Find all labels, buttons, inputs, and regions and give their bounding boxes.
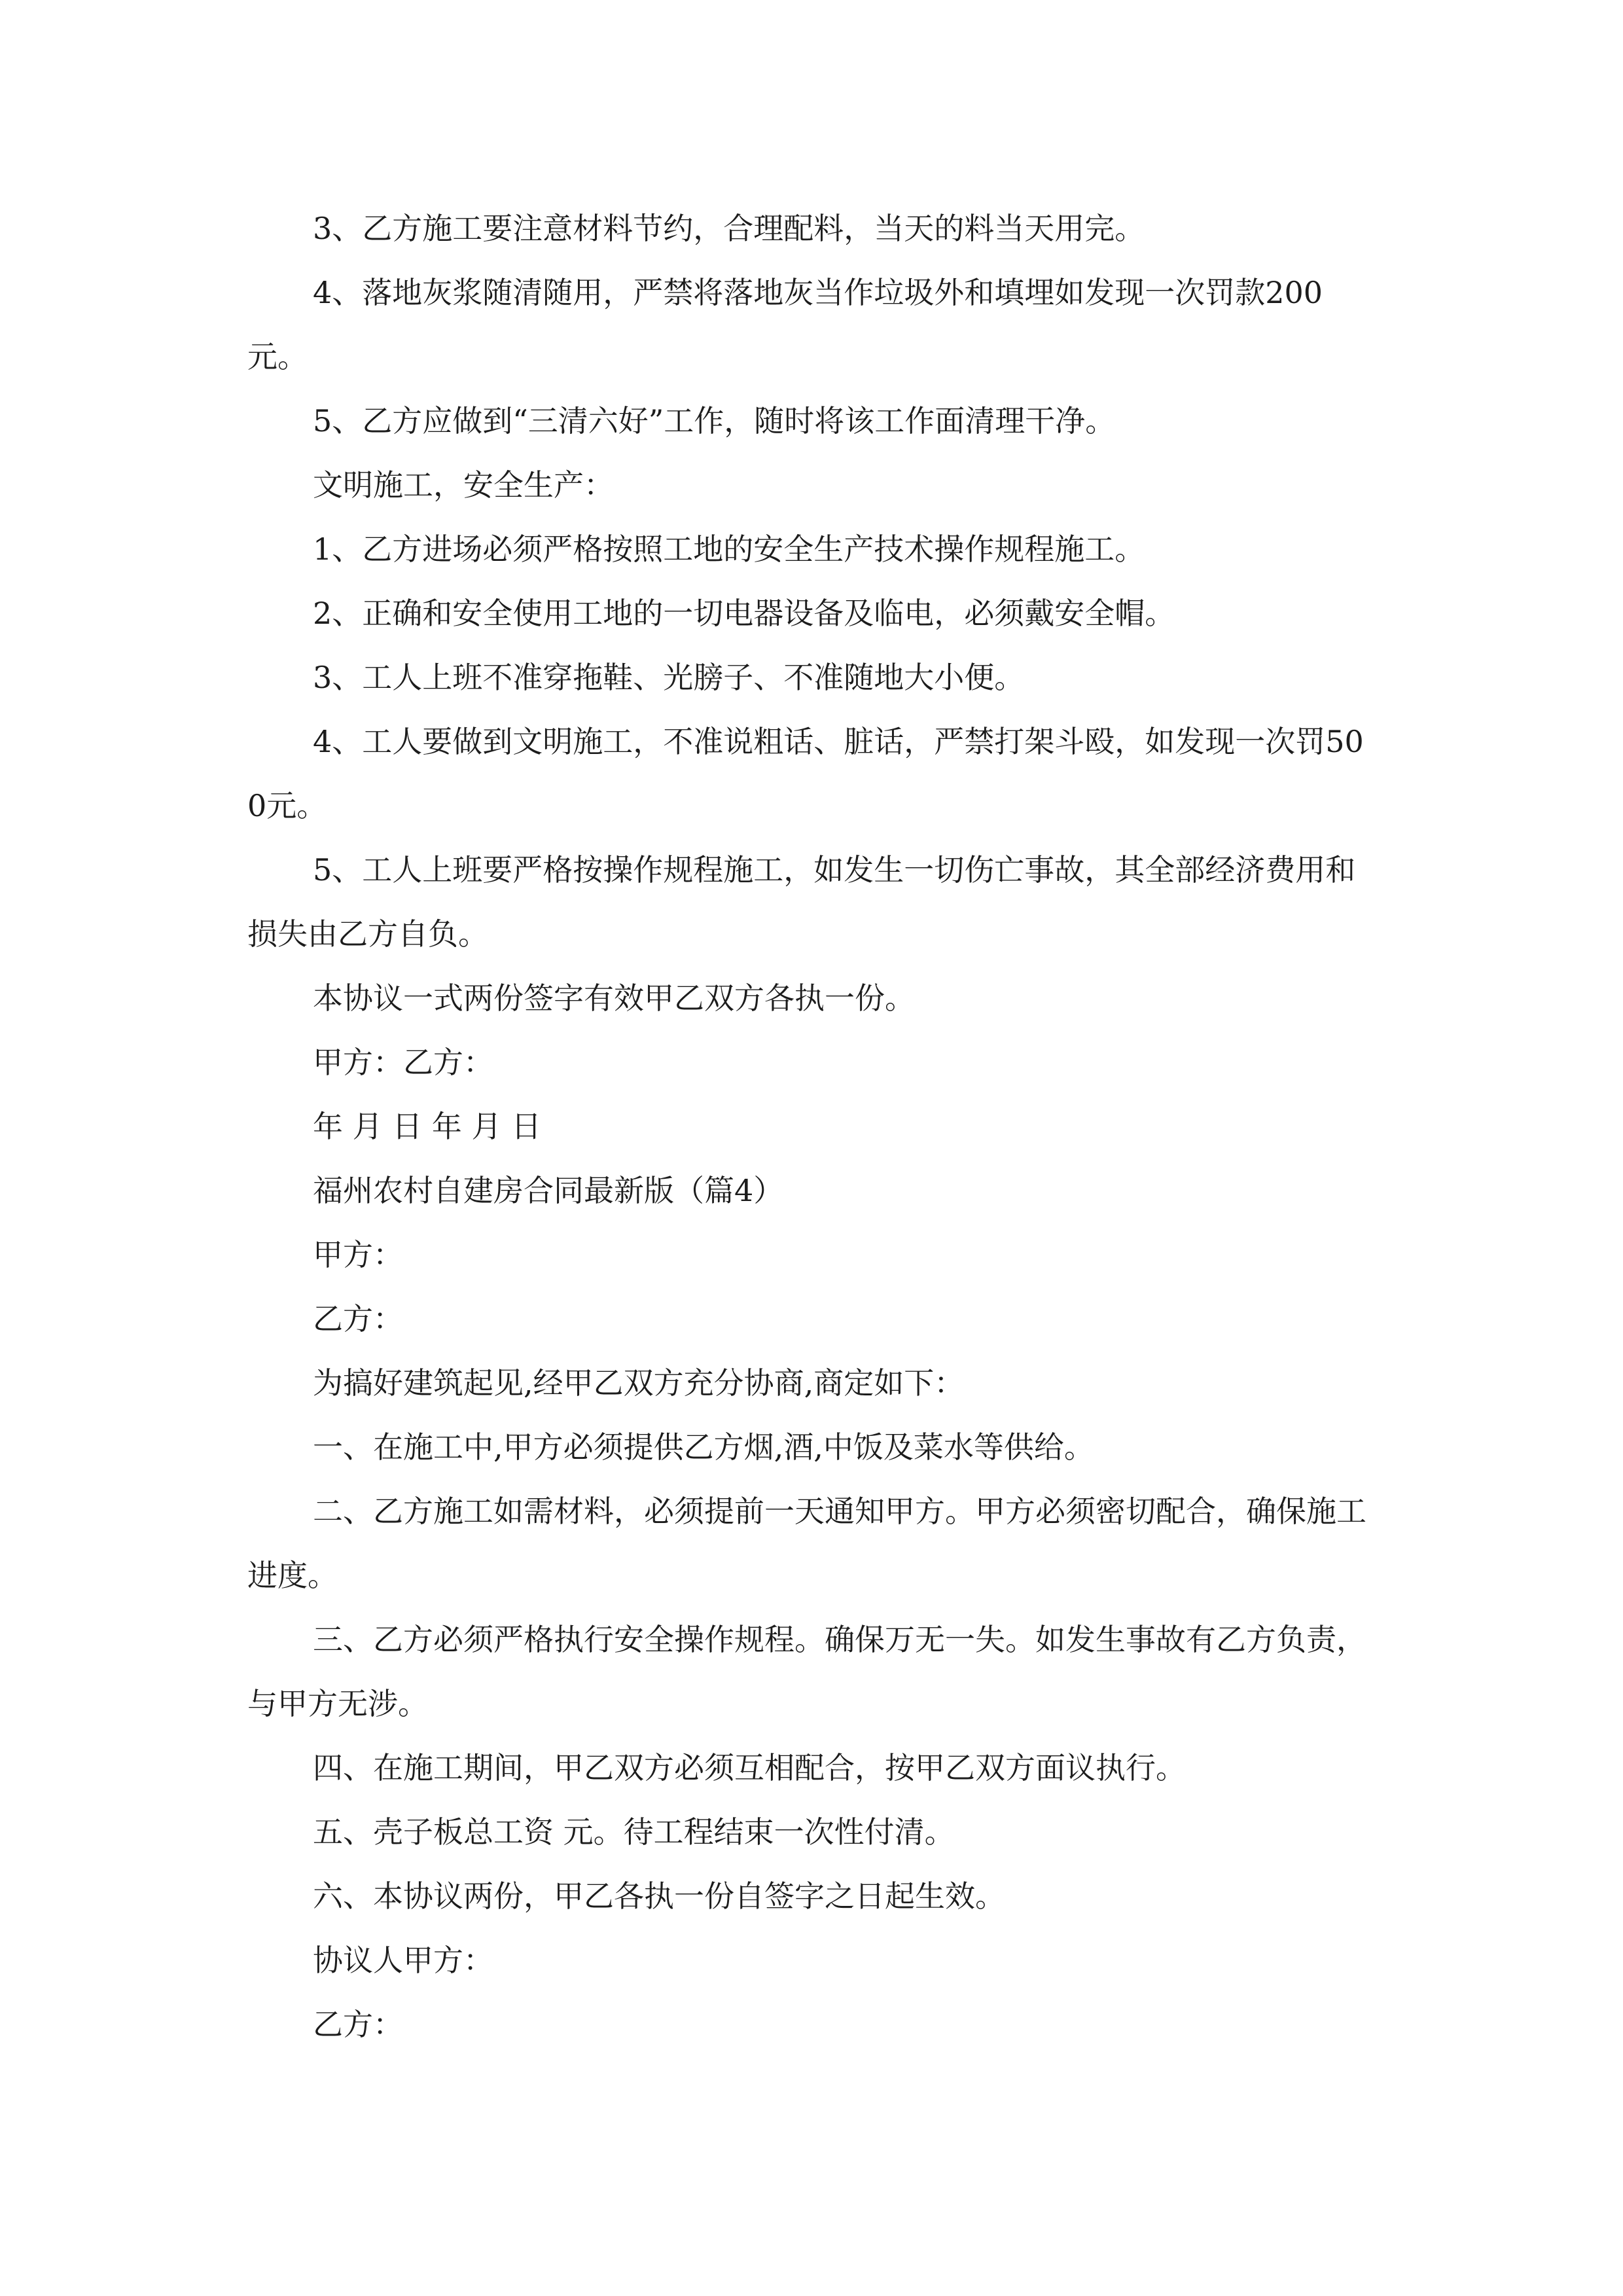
paragraph-mortar-fine: 4、落地灰浆随清随用，严禁将落地灰当作垃圾外和填埋如发现一次罚款200元。	[247, 275, 1323, 374]
paragraph-safety-3: 3、工人上班不准穿拖鞋、光膀子、不准随地大小便。	[313, 660, 1025, 695]
signatory-party-b: 乙方：	[313, 2007, 403, 2042]
clause-3: 三、乙方必须严格执行安全操作规程。确保万无一失。如发生事故有乙方负责，与甲方无涉。	[247, 1622, 1366, 1721]
paragraph-safety-2: 2、正确和安全使用工地的一切电器设备及临电，必须戴安全帽。	[313, 596, 1175, 631]
signature-dates: 年 月 日 年 月 日	[313, 1109, 542, 1144]
party-b-label: 乙方：	[313, 1301, 403, 1336]
clause-1: 一、在施工中,甲方必须提供乙方烟,酒,中饭及菜水等供给。	[313, 1429, 1094, 1465]
paragraph-safety-4: 4、工人要做到文明施工，不准说粗话、脏话，严禁打架斗殴，如发现一次罚500元。	[247, 724, 1364, 823]
paragraph-preamble: 为搞好建筑起见,经甲乙双方充分协商,商定如下：	[313, 1365, 965, 1401]
signature-parties: 甲方：乙方：	[313, 1045, 493, 1080]
party-a-label: 甲方：	[313, 1237, 403, 1272]
clause-4: 四、在施工期间，甲乙双方必须互相配合，按甲乙双方面议执行。	[313, 1750, 1186, 1785]
clause-2: 二、乙方施工如需材料，必须提前一天通知甲方。甲方必须密切配合，确保施工进度。	[247, 1494, 1366, 1593]
paragraph-material-saving: 3、乙方施工要注意材料节约，合理配料，当天的料当天用完。	[313, 211, 1145, 246]
paragraph-safety-5: 5、工人上班要严格按操作规程施工，如发生一切伤亡事故，其全部经济费用和损失由乙方自负。	[247, 852, 1356, 952]
document-body	[247, 196, 1380, 2056]
paragraph-safety-1: 1、乙方进场必须严格按照工地的安全生产技术操作规程施工。	[313, 531, 1145, 567]
section-title-part4: 福州农村自建房合同最新版（篇4）	[313, 1173, 784, 1208]
clause-5: 五、壳子板总工资 元。待工程结束一次性付清。	[313, 1814, 955, 1850]
section-heading-safety: 文明施工，安全生产：	[313, 467, 614, 503]
clause-6: 六、本协议两份，甲乙各执一份自签字之日起生效。	[313, 1878, 1005, 1914]
paragraph-three-clean: 5、乙方应做到“三清六好”工作，随时将该工作面清理干净。	[313, 403, 1116, 439]
signatory-party-a: 协议人甲方：	[313, 1943, 493, 1978]
paragraph-copies: 本协议一式两份签字有效甲乙双方各执一份。	[313, 980, 915, 1016]
